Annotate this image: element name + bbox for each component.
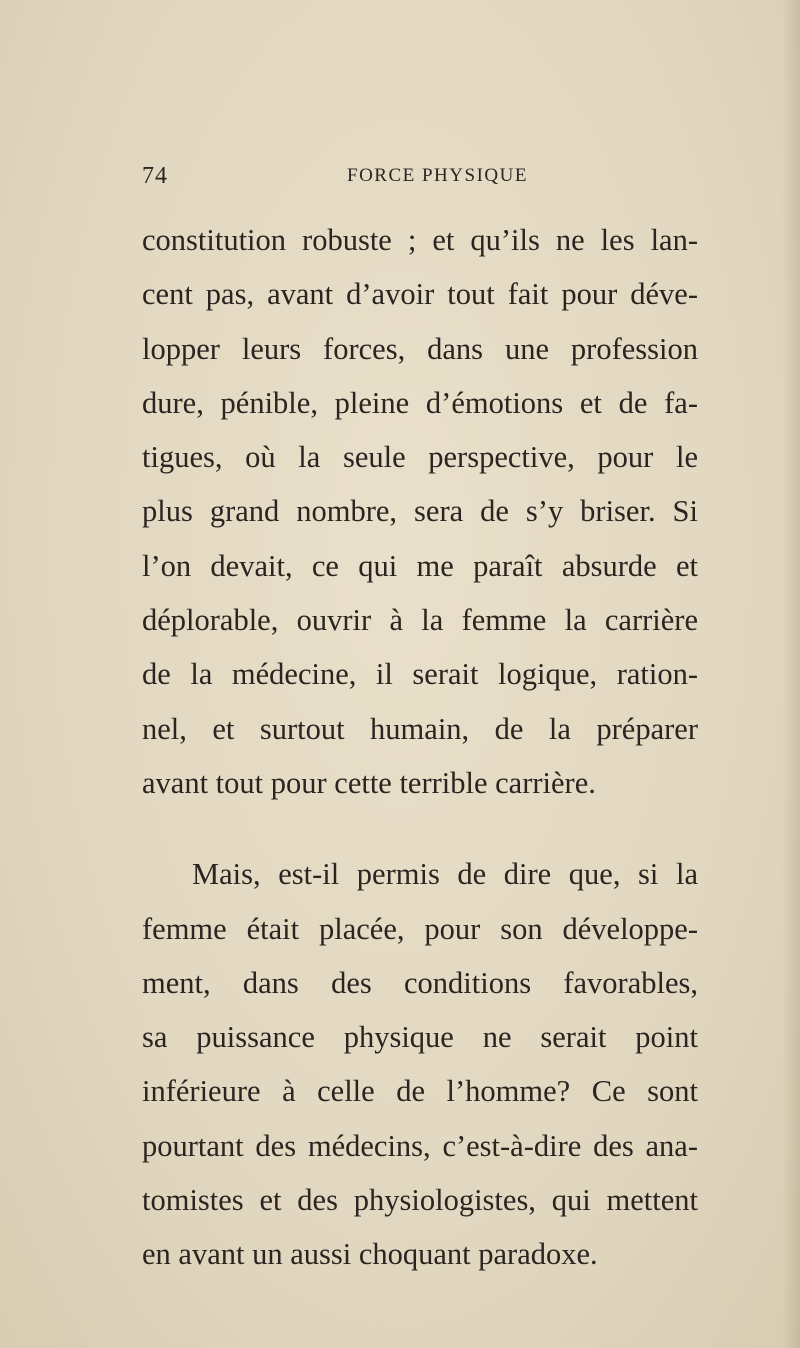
paragraph-spacer [142,810,698,847]
text-line: tigues, où la seule perspective, pour le [142,440,698,475]
text-line: lopper leurs forces, dans une profession [142,331,698,366]
text-line: tomistes et des physiologistes, qui mettent [142,1183,698,1218]
text-line: sa puissance physique ne serait point [142,1020,698,1055]
text-line: en avant un aussi choquant paradoxe. [142,1237,598,1272]
text-line: avant tout pour cette terrible carrière. [142,765,596,800]
text-line: Mais, est-il permis de dire que, si la [192,857,698,892]
text-line: inférieure à celle de l’homme? Ce sont [142,1074,698,1109]
page-number: 74 [142,163,168,189]
text-line: cent pas, avant d’avoir tout fait pour déve- [142,277,698,312]
text-line: plus grand nombre, sera de s’y briser. Si [142,494,698,529]
text-line: femme était placée, pour son développe- [142,911,698,946]
text-line: dure, pénible, pleine d’émotions et de fa- [142,385,698,420]
text-line: l’on devait, ce qui me paraît absurde et [142,548,698,583]
text-line: déplorable, ouvrir à la femme la carrière [142,603,698,638]
page-header [142,163,702,193]
text-line: constitution robuste ; et qu’ils ne les lan- [142,223,698,257]
text-line: ment, dans des conditions favorables, [142,965,698,1000]
text-line: pourtant des médecins, c’est-à-dire des ana- [142,1128,698,1163]
text-line: de la médecine, il serait logique, ration- [142,657,698,692]
page-edge-shadow [782,0,800,1348]
text-line: nel, et surtout humain, de la préparer [142,711,698,746]
paragraph-2 [142,847,698,1281]
running-head: FORCE PHYSIQUE [347,165,528,186]
body-text [142,213,698,1282]
paragraph-1 [142,213,698,810]
